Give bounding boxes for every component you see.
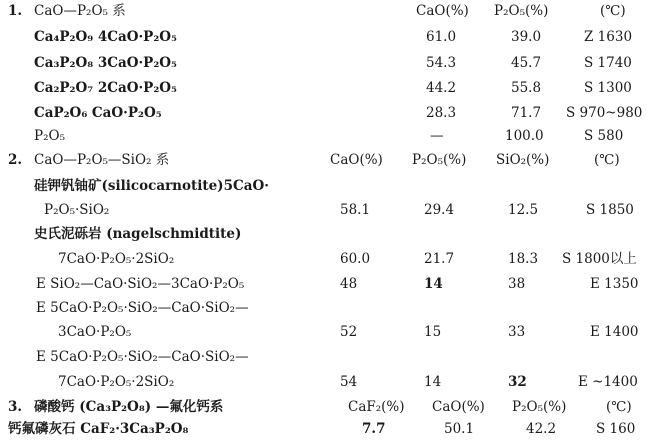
section-3-header-caf2: CaF₂(%) [348, 399, 405, 415]
section-2-row-3-sio2: 38 [508, 276, 526, 292]
section-1-row-2-temp: S 1740 [584, 55, 632, 71]
section-2-row-4-name: E 5CaO·P₂O₅·SiO₂—CaO·SiO₂— [36, 300, 249, 316]
section-3-row-cao: 50.1 [444, 421, 475, 437]
section-1-header-temp: (℃) [600, 3, 626, 19]
section-3-header-temp: (℃) [606, 399, 632, 415]
section-2-row-1-cao: 58.1 [340, 202, 371, 218]
section-2-row-2-p2o5: 21.7 [424, 251, 455, 267]
section-1-row-5-temp: S 580 [584, 128, 624, 144]
section-2-header-p2o5: P₂O₅(%) [412, 152, 467, 168]
section-1-row-4-p2o5: 71.7 [511, 105, 542, 121]
section-2-row-5-p2o5: 14 [424, 374, 442, 390]
section-2-row-4-temp: E 1400 [590, 324, 639, 340]
section-3-title: 磷酸钙 (Ca₃P₂O₈) —氟化钙系 [34, 399, 224, 415]
section-2-row-2-name: 史氏泥砾岩 (nagelschmidtite) [34, 226, 242, 242]
section-1-row-3-cao: 44.2 [426, 80, 457, 96]
section-3-row-p2o5: 42.2 [526, 421, 557, 437]
section-2-number: 2. [8, 152, 23, 168]
section-1-row-2-cao: 54.3 [426, 55, 457, 71]
section-3-header-p2o5: P₂O₅(%) [512, 399, 567, 415]
section-3-row-caf2: 7.7 [362, 421, 386, 437]
section-1-row-1-name: Ca₄P₂O₉ 4CaO·P₂O₅ [34, 29, 177, 45]
section-1-row-5-p2o5: 100.0 [505, 128, 544, 144]
section-1-row-5-name: P₂O₅ [34, 128, 65, 144]
section-2-header-cao: CaO(%) [330, 152, 383, 168]
section-1-row-4-name: CaP₂O₆ CaO·P₂O₅ [34, 105, 162, 121]
section-2-row-4-formula: 3CaO·P₂O₅ [58, 324, 132, 340]
section-3-row-temp: S 160 [596, 421, 636, 437]
section-2-row-3-cao: 48 [340, 276, 358, 292]
section-2-row-5-formula: 7CaO·P₂O₅·2SiO₂ [58, 374, 175, 390]
section-2-header-sio2: SiO₂(%) [496, 152, 550, 168]
section-1-row-2-name: Ca₃P₂O₈ 3CaO·P₂O₅ [34, 55, 177, 71]
section-2-row-1-temp: S 1850 [586, 202, 634, 218]
section-2-row-2-cao: 60.0 [340, 251, 371, 267]
section-1-header-cao: CaO(%) [416, 3, 469, 19]
section-1-row-4-cao: 28.3 [426, 105, 457, 121]
section-3-row-name: 钙氟磷灰石 CaF₂·3Ca₃P₂O₈ [8, 421, 189, 437]
section-1-row-1-p2o5: 39.0 [511, 29, 542, 45]
section-3-number: 3. [8, 399, 23, 415]
section-3-header-cao: CaO(%) [432, 399, 485, 415]
section-1-title: CaO—P₂O₅ 系 [34, 3, 126, 19]
section-2-row-1-p2o5: 29.4 [424, 202, 455, 218]
section-2-row-3-name: E SiO₂—CaO·SiO₂—3CaO·P₂O₅ [36, 276, 245, 292]
section-2-row-2-sio2: 18.3 [508, 251, 539, 267]
section-1-row-3-name: Ca₂P₂O₇ 2CaO·P₂O₅ [34, 80, 177, 96]
section-1-row-5-cao: — [430, 128, 444, 144]
section-2-row-3-p2o5: 14 [424, 276, 443, 292]
section-2-row-5-cao: 54 [340, 374, 358, 390]
section-2-row-5-name: E 5CaO·P₂O₅·SiO₂—CaO·SiO₂— [36, 349, 249, 365]
section-2-title: CaO—P₂O₅—SiO₂ 系 [34, 152, 170, 168]
section-2-header-temp: (℃) [594, 152, 620, 168]
section-2-row-4-sio2: 33 [508, 324, 526, 340]
section-2-row-1-formula: P₂O₅·SiO₂ [44, 202, 110, 218]
section-2-row-2-formula: 7CaO·P₂O₅·2SiO₂ [58, 251, 175, 267]
section-2-row-4-cao: 52 [340, 324, 358, 340]
section-1-header-p2o5: P₂O₅(%) [494, 3, 549, 19]
section-2-row-3-temp: E 1350 [590, 276, 639, 292]
section-2-row-5-temp: E ~1400 [578, 374, 638, 390]
section-1-number: 1. [8, 3, 23, 19]
section-2-row-5-sio2: 32 [508, 374, 527, 390]
section-1-row-3-p2o5: 55.8 [511, 80, 542, 96]
section-1-row-2-p2o5: 45.7 [511, 55, 542, 71]
section-2-row-4-p2o5: 15 [424, 324, 442, 340]
section-1-row-4-temp: S 970~980 [566, 105, 643, 121]
section-2-row-1-sio2: 12.5 [508, 202, 539, 218]
section-1-row-3-temp: S 1300 [584, 80, 632, 96]
section-2-row-1-name: 硅钾钒铀矿(silicocarnotite)5CaO· [34, 178, 269, 194]
section-1-row-1-cao: 61.0 [426, 29, 457, 45]
section-1-row-1-temp: Z 1630 [584, 29, 633, 45]
section-2-row-2-temp: S 1800以上 [562, 251, 637, 267]
